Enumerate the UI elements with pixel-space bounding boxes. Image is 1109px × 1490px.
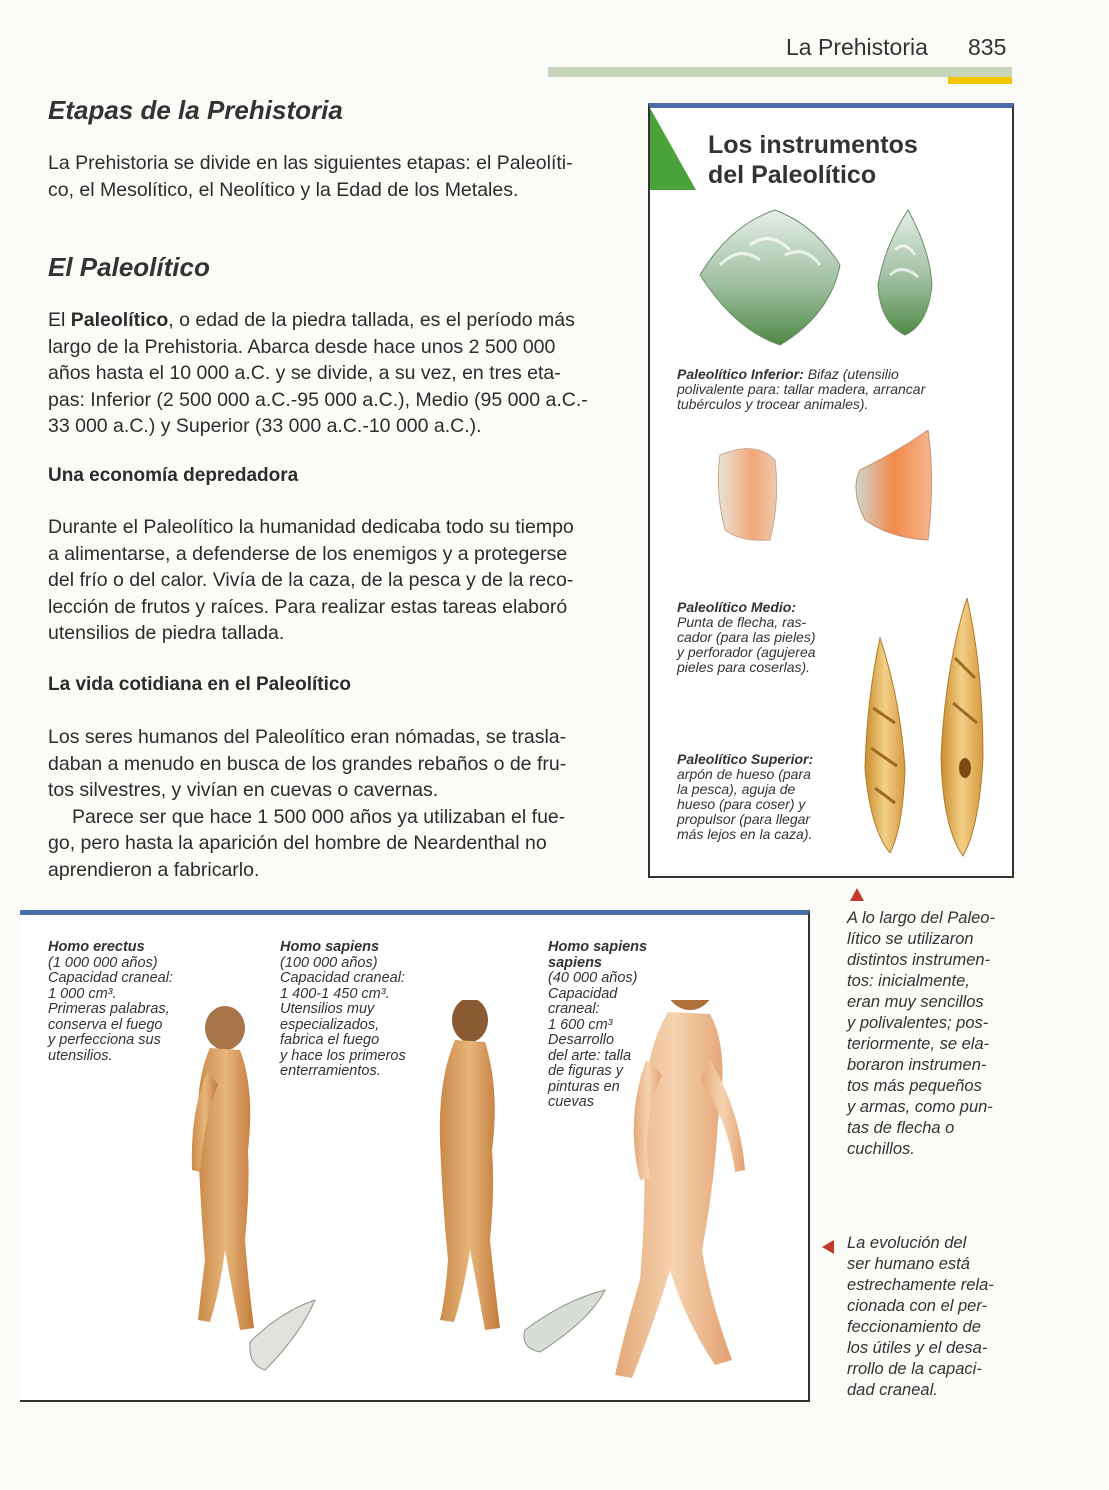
page-number: 835 bbox=[968, 34, 1007, 60]
vida-line: Parece ser que hace 1 500 000 años ya utilizaban el fue- bbox=[72, 805, 566, 828]
caption-line: hueso (para coser) y bbox=[677, 796, 806, 812]
caption-line: fabrica el fuego bbox=[280, 1032, 380, 1048]
side-line: tos más pequeños bbox=[847, 1077, 982, 1095]
caption-medio-label: Paleolítico Medio: bbox=[677, 599, 797, 615]
caption-line: Punta de flecha, ras- bbox=[677, 614, 807, 630]
caption-line: 1 600 cm³ bbox=[548, 1016, 613, 1033]
side-line: rrollo de la capaci- bbox=[847, 1360, 982, 1378]
sidebar-title bbox=[708, 130, 918, 190]
vida-line: aprendieron a fabricarlo. bbox=[48, 858, 260, 881]
subheading-economia: Una economía depredadora bbox=[48, 465, 299, 486]
caption-line: craneal: bbox=[548, 1001, 600, 1017]
side-caption-evolution bbox=[847, 1233, 1027, 1401]
caption-line: polivalente para: tallar madera, arrancar bbox=[677, 381, 926, 397]
paleo-line-2: años hasta el 10 000 a.C. y se divide, a su vez, en tres eta- bbox=[48, 362, 561, 384]
species-name: Homo erectus bbox=[48, 939, 145, 955]
caption-line: y perforador (agujerea bbox=[677, 644, 816, 660]
caption-line: enterramientos. bbox=[280, 1063, 381, 1079]
caption-line: 1 400-1 450 cm³. bbox=[280, 985, 390, 1002]
caption-line: pieles para coserlas). bbox=[677, 659, 811, 675]
paleo-line-3: pas: Inferior (2 500 000 a.C.-95 000 a.C.), Medio (95 000 a.C.- bbox=[48, 388, 588, 411]
caption-superior bbox=[677, 752, 852, 842]
caption-line: del arte: talla bbox=[548, 1047, 632, 1064]
bifaz-large bbox=[700, 210, 840, 345]
caption-line: más lejos en la caza). bbox=[677, 826, 813, 842]
section-title-etapas: Etapas de la Prehistoria bbox=[48, 95, 343, 125]
etapas-text bbox=[48, 152, 573, 201]
side-line: A lo largo del Paleo- bbox=[847, 909, 995, 927]
economia-paragraph bbox=[48, 514, 618, 647]
pointer-up-icon bbox=[850, 888, 864, 901]
side-line: y polivalentes; pos- bbox=[847, 1014, 989, 1032]
side-line: y armas, como pun- bbox=[847, 1098, 993, 1116]
caption-inferior-label: Paleolítico Inferior: bbox=[677, 366, 804, 382]
side-line: estrechamente rela- bbox=[847, 1276, 994, 1294]
econ-line: utensilios de piedra tallada. bbox=[48, 622, 285, 644]
caption-line: Capacidad bbox=[548, 985, 618, 1002]
caption-line: (1 000 000 años) bbox=[48, 954, 158, 971]
etapas-line: co, el Mesolítico, el Neolítico y la Edad de los Metales. bbox=[48, 178, 519, 201]
econ-line: del frío o del calor. Vivía de la caza, de la pesca y de la reco- bbox=[48, 569, 574, 591]
caption-line: pinturas en bbox=[548, 1078, 620, 1095]
caption-line: propulsor (para llegar bbox=[677, 811, 811, 827]
section-title-paleolitico: El Paleolítico bbox=[48, 252, 210, 282]
caption-line: de figuras y bbox=[548, 1063, 623, 1079]
caption-line: arpón de hueso (para bbox=[677, 766, 811, 782]
side-line: tos: inicialmente, bbox=[847, 972, 970, 990]
header-rule-end bbox=[948, 67, 1012, 77]
side-line: ser humano está bbox=[847, 1255, 970, 1273]
species-name: sapiens bbox=[548, 954, 602, 971]
pointer-left-icon bbox=[822, 1240, 834, 1254]
side-line: los útiles y el desa- bbox=[847, 1339, 988, 1357]
homo-sapiens-figure bbox=[440, 1000, 500, 1330]
side-caption-instruments bbox=[847, 908, 1027, 1160]
caption-superior-label: Paleolítico Superior: bbox=[677, 751, 814, 767]
side-line: cuchillos. bbox=[847, 1140, 915, 1158]
vida-line: Los seres humanos del Paleolítico eran nómadas, se trasla- bbox=[48, 726, 567, 748]
homo-erectus-figure bbox=[192, 1006, 254, 1330]
stone-tool-icon bbox=[524, 1290, 605, 1352]
caption-line: tubérculos y trocear animales). bbox=[677, 396, 869, 412]
rascador bbox=[718, 449, 776, 541]
bone-tools-illustration bbox=[855, 598, 995, 863]
vida-paragraph bbox=[48, 724, 618, 883]
side-line: lítico se utilizaron bbox=[847, 930, 974, 948]
caption-line: y perfecciona sus bbox=[48, 1032, 161, 1048]
side-line: boraron instrumen- bbox=[847, 1056, 987, 1074]
caption-line: Capacidad craneal: bbox=[280, 970, 405, 986]
side-line: cionada con el per- bbox=[847, 1297, 988, 1315]
running-header-title: La Prehistoria bbox=[786, 34, 928, 60]
sidebar-title-line: Los instrumentos bbox=[708, 131, 918, 159]
needle bbox=[941, 598, 983, 856]
sidebar-corner-accent bbox=[650, 108, 696, 190]
caption-line: Desarrollo bbox=[548, 1032, 615, 1048]
vida-line: tos silvestres, y vivían en cuevas o cavernas. bbox=[48, 779, 439, 801]
paleolitico-paragraph bbox=[48, 307, 618, 440]
paleo-bold-term: Paleolítico bbox=[70, 309, 169, 331]
side-line: feccionamiento de bbox=[847, 1318, 981, 1336]
paleo-line-1: largo de la Prehistoria. Abarca desde hace unos 2 500 000 bbox=[48, 335, 556, 358]
caption-line: especializados, bbox=[280, 1016, 380, 1033]
caption-line: (40 000 años) bbox=[548, 970, 638, 986]
bifaz-small bbox=[878, 210, 932, 335]
paleo-pre: El bbox=[48, 309, 71, 331]
caption-line: cuevas bbox=[548, 1094, 594, 1110]
paleo-line-0: , o edad de la piedra tallada, es el período más bbox=[168, 309, 575, 331]
econ-line: lección de frutos y raíces. Para realizar estas tareas elaboró bbox=[48, 595, 568, 618]
side-line: La evolución del bbox=[847, 1234, 967, 1252]
side-line: distintos instrumen- bbox=[847, 951, 991, 969]
side-line: eran muy sencillos bbox=[847, 993, 984, 1011]
species-name: Homo sapiens bbox=[548, 939, 648, 955]
caption-line: Bifaz (utensilio bbox=[803, 366, 899, 382]
side-line: dad craneal. bbox=[847, 1381, 938, 1399]
homo-sapiens-sapiens-figure bbox=[615, 1000, 745, 1378]
caption-line: cador (para las pieles) bbox=[677, 629, 816, 645]
caption-line: conserva el fuego bbox=[48, 1016, 163, 1033]
stone-tool-icon bbox=[250, 1300, 315, 1370]
econ-line: Durante el Paleolítico la humanidad dedicaba todo su tiempo bbox=[48, 516, 574, 538]
vida-line: daban a menudo en busca de los grandes rebaños o de fru- bbox=[48, 752, 567, 775]
human-evolution-illustration bbox=[170, 1000, 800, 1395]
vida-line: go, pero hasta la aparición del hombre de Neardenthal no bbox=[48, 832, 547, 854]
caption-line: Primeras palabras, bbox=[48, 1001, 170, 1017]
paleo-line-4: 33 000 a.C.) y Superior (33 000 a.C.-10 000 a.C.). bbox=[48, 415, 482, 437]
caption-line: Capacidad craneal: bbox=[48, 970, 173, 986]
side-line: tas de flecha o bbox=[847, 1119, 955, 1137]
perforador bbox=[856, 430, 932, 540]
header-accent bbox=[948, 77, 1012, 84]
etapas-line: La Prehistoria se divide en las siguientes etapas: el Paleolíti- bbox=[48, 152, 573, 174]
caption-medio bbox=[677, 600, 852, 675]
caption-line: y hace los primeros bbox=[280, 1047, 406, 1064]
sidebar-title-line: del Paleolítico bbox=[708, 161, 877, 189]
species-name: Homo sapiens bbox=[280, 939, 380, 955]
econ-line: a alimentarse, a defenderse de los enemigos y a protegerse bbox=[48, 542, 568, 565]
caption-line: (100 000 años) bbox=[280, 954, 378, 971]
etapas-paragraph bbox=[48, 150, 618, 203]
caption-line: 1 000 cm³. bbox=[48, 985, 117, 1002]
harpoon bbox=[865, 638, 905, 853]
caption-line: la pesca), aguja de bbox=[677, 781, 796, 797]
caption-line: Utensilios muy bbox=[280, 1001, 375, 1017]
side-line: teriormente, se ela- bbox=[847, 1035, 990, 1053]
bifaz-illustration bbox=[690, 205, 960, 360]
medio-tools-illustration bbox=[700, 430, 950, 550]
header-rule bbox=[548, 67, 948, 77]
caption-inferior bbox=[677, 367, 997, 412]
caption-line: utensilios. bbox=[48, 1047, 113, 1064]
subheading-vida-cotidiana: La vida cotidiana en el Paleolítico bbox=[48, 674, 352, 695]
